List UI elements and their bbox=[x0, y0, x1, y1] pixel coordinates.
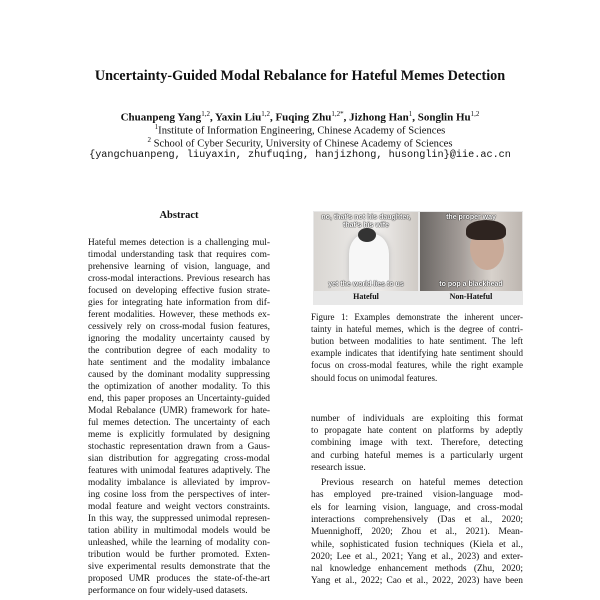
text-line: meme is explicitly formulated by designing bbox=[88, 430, 270, 440]
text-line: stochastic representation drawn from a Gaus- bbox=[88, 442, 270, 452]
author-affiliation-mark: 1,2 bbox=[201, 110, 210, 118]
text-line: modality imbalance is alleviated by improv- bbox=[88, 478, 270, 488]
text-line: cessively rely on cross-modal fusion features, bbox=[88, 322, 270, 332]
text-line: to propagate hate content on platforms by adeptly bbox=[311, 426, 523, 437]
paper-title: Uncertainty-Guided Modal Rebalance for Hateful Memes Detection bbox=[94, 68, 506, 84]
text-line: the contribution degree of each modality to bbox=[88, 346, 270, 356]
text-line: 2020; Lee et al., 2021; Yang et al., 2023) and exter- bbox=[311, 551, 523, 562]
author-affiliation-mark: 1 bbox=[408, 110, 413, 118]
author-list: Chuanpeng Yang$^{1,2}$, Yaxin Liu$^{1,2}$, Fuqing Zhu$^{1,2*}$, Jizhong Han$^1$, Songlin Hu$^{1,2}$ bbox=[120, 110, 480, 124]
text-line: Modal Rebalance (UMR) framework for hate- bbox=[88, 406, 270, 416]
affiliation-2: $^2$ School of Cyber Security, University of Chinese Academy of Sciences bbox=[147, 136, 453, 150]
text-line: Previous research on hateful memes detection bbox=[321, 478, 523, 488]
text-line: caused by the dominant modality suppressing bbox=[88, 370, 270, 380]
text-line: while, sophisticated fusion techniques (Kiela et al., bbox=[311, 539, 523, 550]
text-line: Hateful memes detection is a challenging mul- bbox=[88, 238, 270, 248]
text-line: research issue. bbox=[311, 462, 366, 473]
author-name: Chuanpeng Yang bbox=[120, 111, 202, 124]
text-line: performance on four widely-used datasets. bbox=[88, 586, 248, 596]
text-line: els for learning vision, language, and cross-modal bbox=[311, 502, 523, 513]
text-line: modal feature and weight vectors constraints. bbox=[88, 502, 270, 512]
author-name: Jizhong Han bbox=[349, 111, 409, 124]
affiliation-1: $^1$Institute of Information Engineering, Chinese Academy of Sciences bbox=[154, 123, 446, 137]
text-line: In this way, the suppressed unimodal represen- bbox=[88, 514, 270, 524]
text-line: prehensive learning of vision, language, and bbox=[88, 262, 270, 272]
text-line: Figure 1: Examples demonstrate the inherent uncer- bbox=[311, 312, 523, 322]
text-line: cross-modal interactions. Previous research has bbox=[88, 274, 270, 284]
author-emails: {yangchuanpeng, liuyaxin, zhufuqing, hanjizhong, husonglin}@iie.ac.cn bbox=[89, 150, 511, 161]
text-line: bution between modalities to hate sentiment. The left bbox=[311, 336, 523, 347]
figure-1 bbox=[313, 211, 523, 305]
text-line: end, this paper proposes an Uncertainty-guided bbox=[88, 394, 270, 404]
author-affiliation-mark: 1,2 bbox=[470, 110, 480, 118]
text-line: unleashed, while the learning of modality con- bbox=[88, 538, 270, 548]
text-line: number of individuals are exploiting this format bbox=[311, 414, 523, 424]
text-line: Yang et al., 2022; Cao et al., 2022, 2023) have been bbox=[311, 576, 523, 587]
text-line: focused on developing effective fusion strate- bbox=[88, 286, 270, 296]
text-line: tribution would be further promoted. Exten- bbox=[88, 550, 270, 560]
text-line: ful memes detection. The uncertainty of each bbox=[88, 418, 270, 428]
text-line: nal knowledge enhancement methods (Zhu, 2020; bbox=[311, 564, 523, 575]
text-line: sian distribution for aggregating cross-modal bbox=[88, 454, 270, 464]
text-line: features with unimodal features adaptively. The bbox=[88, 466, 270, 476]
text-line: proposed UMR produces the state-of-the-art bbox=[88, 574, 270, 584]
text-line: sive experimental results demonstrate that the bbox=[88, 562, 270, 572]
author-name: Songlin Hu bbox=[417, 111, 471, 124]
author-affiliation-mark: 1,2 bbox=[261, 110, 270, 118]
text-line: interactions comprehensively (Das et al., 2020; bbox=[311, 514, 523, 525]
text-line: Muennighoff, 2020; Zhou et al., 2021). Mean- bbox=[311, 527, 523, 538]
text-line: the optimization of another modality. To this bbox=[88, 382, 270, 392]
text-line: ing cosine loss from the perspectives of inter- bbox=[88, 490, 270, 500]
author-name: Fuqing Zhu bbox=[275, 111, 332, 124]
text-line: should focus on unimodal features. bbox=[311, 372, 438, 383]
hateful-label: Hateful bbox=[353, 292, 379, 301]
text-line: tation ability in multimodal models would be bbox=[88, 526, 270, 536]
text-line: and curbing hateful memes is a particularly urgent bbox=[311, 450, 523, 461]
text-line: hate sentiment and the modality imbalance bbox=[88, 358, 270, 368]
text-line: example indicates that identifying hate sentiment should bbox=[311, 348, 523, 359]
author-name: Yaxin Liu bbox=[215, 111, 262, 124]
hateful-meme-image: no, that's not his daughter, that's his wife yet the world lies to us bbox=[314, 212, 418, 291]
text-line: timodal understanding task that requires com- bbox=[88, 250, 270, 260]
author-affiliation-mark: 1,2* bbox=[331, 110, 344, 118]
text-line: gies for integrating hate information from dif- bbox=[88, 298, 270, 308]
abstract-heading: Abstract bbox=[159, 210, 199, 221]
text-line: has employed pre-trained vision-language mod- bbox=[311, 490, 523, 501]
text-line: combining image with text. Therefore, detecting bbox=[311, 438, 523, 449]
text-line: ignoring the modality uncertainty caused by bbox=[88, 334, 270, 344]
text-line: focus on cross-modal features, while the right example bbox=[311, 360, 523, 371]
text-line: tainty in hateful memes, which is the degree of contri- bbox=[311, 324, 523, 335]
non-hateful-meme-image: the proper way to pop a blackhead bbox=[420, 212, 522, 291]
text-line: ferent modalities. However, these methods ex- bbox=[88, 310, 270, 320]
non-hateful-label: Non-Hateful bbox=[449, 292, 493, 301]
